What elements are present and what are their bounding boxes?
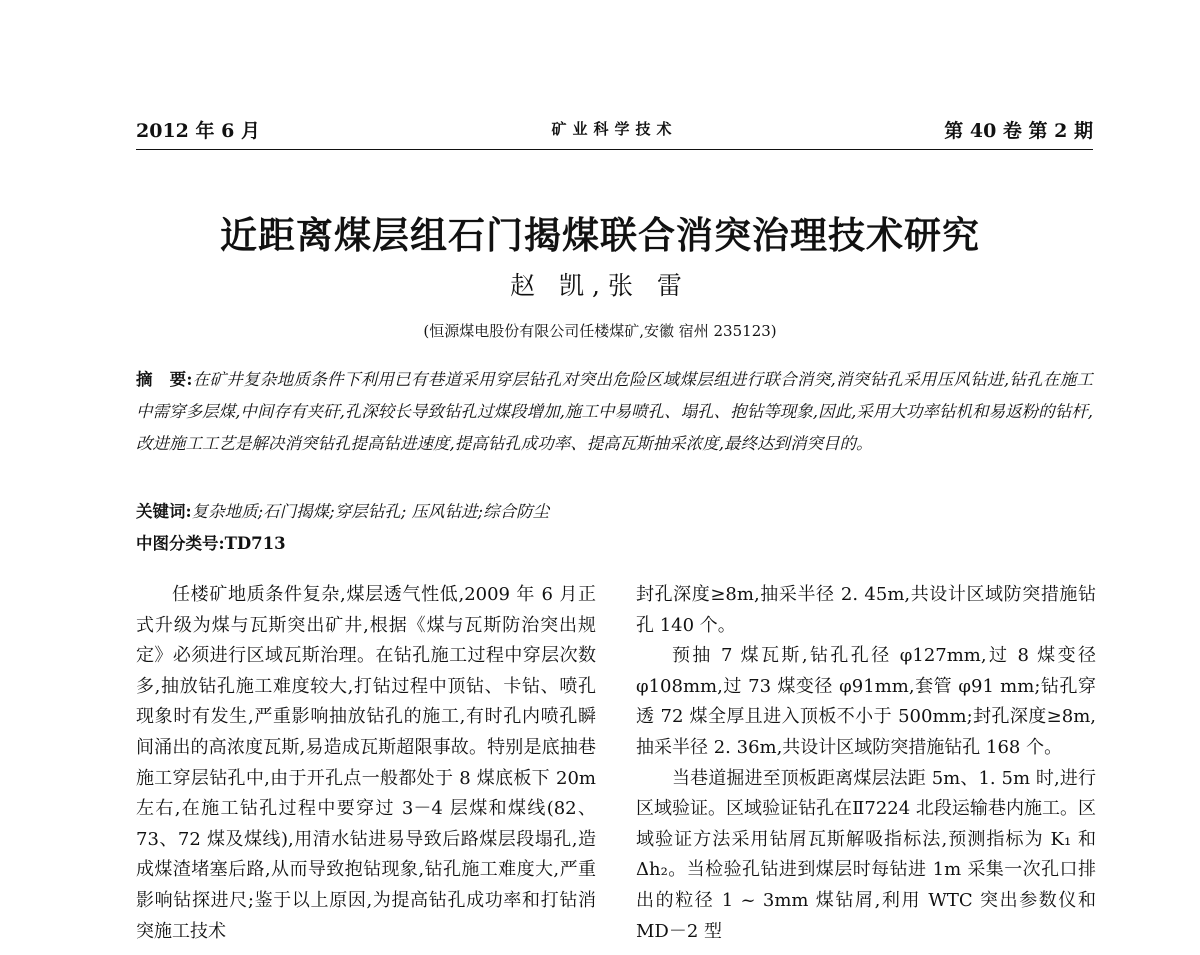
body-column-right [636,580,1096,955]
abstract [136,364,1093,460]
affiliation: (恒源煤电股份有限公司任楼煤矿,安徽 宿州 235123) [423,322,777,340]
issue-date: 2012 年 6 月 [136,120,260,142]
body-paragraph: 任楼矿地质条件复杂,煤层透气性低,2009 年 6 月正式升级为煤与瓦斯突出矿井,根据《煤与瓦斯防治突出规定》必须进行区域瓦斯治理。在钻孔施工过程中穿层次数多,抽放钻孔施工难度较大,打钻过程中顶钻、卡钻、喷孔现象时有发生,严重影响抽放钻孔的施工,有时孔内喷孔瞬间涌出的高浓度瓦斯,易造成瓦斯超限事故。特别是底抽巷施工穿层钻孔中,由于开孔点一般都处于 8 煤底板下 20m 左右,在施工钻孔过程中要穿过 3－4 层煤和煤线(82、73、72 煤及煤线),用清水钻进易导致后路煤层段塌孔,造成煤渣堵塞后路,从而导致抱钻现象,钻孔施工难度大,严重影响钻探进尺;鉴于以上原因,为提高钻孔成功率和打钻消突施工技术 [136,584,596,942]
classification-label: 中图分类号: [136,534,225,553]
keywords-label: 关键词: [136,502,192,521]
body-paragraph: 封孔深度≥8m,抽采半径 2. 45m,共设计区域防突措施钻孔 140 个。 [636,584,1096,636]
volume-issue: 第 40 卷 第 2 期 [944,120,1093,142]
body-paragraph: 预抽 7 煤瓦斯,钻孔孔径 φ127mm,过 8 煤变径 φ108mm,过 73 煤变径 φ91mm,套管 φ91 mm;钻孔穿透 72 煤全厚且进入顶板不小于 500mm;封孔深度≥8m,抽采半径 2. 36m,共设计区域防突措施钻孔 168 个。 [636,645,1096,758]
keywords [136,498,1093,522]
keywords-text: 复杂地质;石门揭煤;穿层钻孔; 压风钻进;综合防尘 [191,502,550,521]
classification [136,530,1093,554]
classification-value: TD713 [224,534,286,553]
authors: 赵 凯,张 雷 [510,271,690,300]
running-header [136,116,1093,146]
abstract-text: 在矿井复杂地质条件下利用已有巷道采用穿层钻孔对突出危险区域煤层组进行联合消突,消突钻孔采用压风钻进,钻孔在施工中需穿多层煤,中间存有夹矸,孔深较长导致钻孔过煤段增加,施工中易喷孔、塌孔、抱钻等现象,因此,采用大功率钻机和易返粉的钻杆,改进施工工艺是解决消突钻孔提高钻进速度,提高钻孔成功率、提高瓦斯抽采浓度,最终达到消突目的。 [136,370,1094,453]
journal-name: 矿业科学技术 [551,120,678,138]
abstract-label: 摘 要: [136,370,193,389]
body-column-left [136,580,596,955]
body-paragraph: 当巷道掘进至顶板距离煤层法距 5m、1. 5m 时,进行区域验证。区域验证钻孔在Ⅱ7224 北段运输巷内施工。区域验证方法采用钻屑瓦斯解吸指标法,预测指标为 K₁ 和 Δh₂。当检验孔钻进到煤层时每钻进 1m 采集一次孔口排出的粒径 1 ~ 3mm 煤钻屑,利用 WTC 突出参数仪和 MD－2 型 [636,767,1096,942]
paper-title: 近距离煤层组石门揭煤联合消突治理技术研究 [220,213,980,257]
header-rule [136,149,1093,150]
